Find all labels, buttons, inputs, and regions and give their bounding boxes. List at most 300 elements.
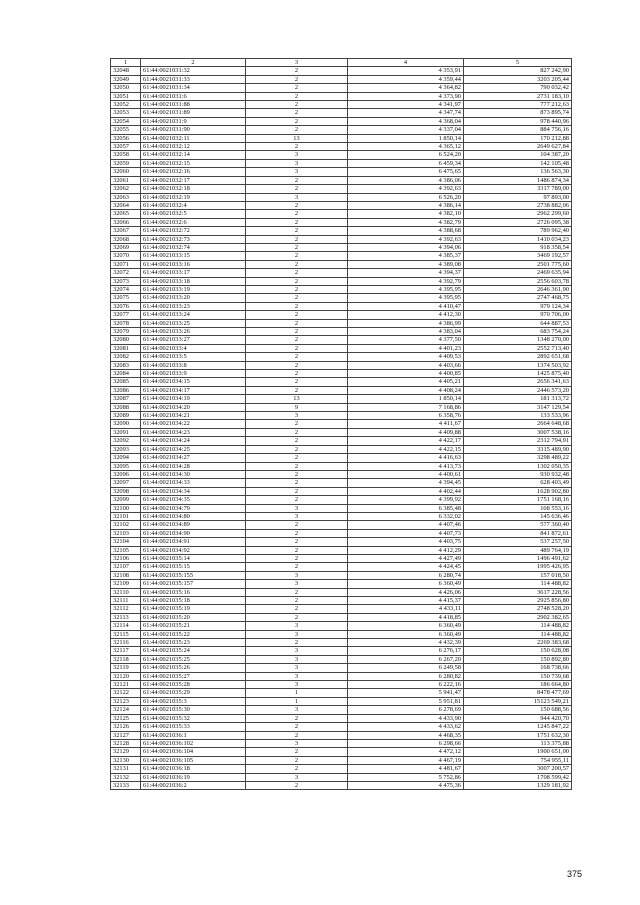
table-cell-col-3: 2 [246,185,348,193]
table-cell-col-1: 32068 [111,235,141,243]
table-row [111,714,572,722]
table-row [111,538,572,546]
table-cell-col-5: 884 756,16 [464,126,572,134]
table-cell-col-4: 4 368,04 [348,117,464,125]
table-row [111,428,572,436]
table-cell-col-4: 6 360,49 [348,580,464,588]
table-cell-col-3: 2 [246,101,348,109]
table-row [111,647,572,655]
table-cell-col-3: 2 [246,605,348,613]
table-row [111,681,572,689]
table-cell-col-5: 841 872,61 [464,529,572,537]
table-cell-col-1: 32106 [111,554,141,562]
table-cell-col-4: 5 752,86 [348,773,464,781]
header-cell-1: 1 [111,59,141,67]
table-cell-col-5: 1900 651,00 [464,748,572,756]
table-cell-col-5: 114 488,82 [464,630,572,638]
table-cell-col-4: 4 433,11 [348,605,464,613]
table-cell-col-3: 2 [246,117,348,125]
table-cell-col-1: 32072 [111,269,141,277]
table-cell-col-5: 114 488,82 [464,580,572,588]
table-cell-col-3: 2 [246,269,348,277]
table-cell-col-4: 6 526,20 [348,193,464,201]
table-cell-col-2: 61:44:0021036:102 [141,739,246,747]
table-cell-col-2: 61:44:0021034:90 [141,529,246,537]
table-cell-col-1: 32084 [111,370,141,378]
table-cell-col-5: 3469 192,57 [464,252,572,260]
table-cell-col-4: 4 426,06 [348,588,464,596]
table-cell-col-3: 2 [246,370,348,378]
table-cell-col-4: 1 850,14 [348,395,464,403]
table-cell-col-1: 32094 [111,454,141,462]
table-cell-col-1: 32096 [111,470,141,478]
table-row [111,588,572,596]
table-cell-col-3: 2 [246,344,348,352]
table-cell-col-4: 4 422,17 [348,437,464,445]
table-cell-col-2: 61:44:0021036:19 [141,773,246,781]
table-cell-col-4: 4 382,10 [348,210,464,218]
table-cell-col-2: 61:44:0021031:32 [141,67,246,75]
table-cell-col-4: 4 359,44 [348,75,464,83]
table-cell-col-4: 6 358,76 [348,412,464,420]
table-cell-col-5: 136 563,30 [464,168,572,176]
table-cell-col-2: 61:44:0021032:73 [141,235,246,243]
header-cell-2: 2 [141,59,246,67]
table-cell-col-3: 3 [246,706,348,714]
table-cell-col-1: 32131 [111,765,141,773]
table-cell-col-5: 2747 468,75 [464,294,572,302]
table-cell-col-3: 2 [246,328,348,336]
table-cell-col-2: 61:44:0021033:19 [141,285,246,293]
table-cell-col-3: 2 [246,126,348,134]
table-cell-col-1: 32077 [111,311,141,319]
table-cell-col-1: 32122 [111,689,141,697]
table-cell-col-2: 61:44:0021036:2 [141,781,246,789]
table-row [111,454,572,462]
table-cell-col-5: 777 212,63 [464,101,572,109]
table-cell-col-3: 2 [246,765,348,773]
table-cell-col-2: 61:44:0021035:33 [141,723,246,731]
page-number: 375 [566,869,582,879]
table-cell-col-3: 2 [246,554,348,562]
table-row [111,571,572,579]
table-cell-col-5: 2664 648,68 [464,420,572,428]
table-cell-col-5: 114 488,82 [464,622,572,630]
table-cell-col-5: 2469 635,94 [464,269,572,277]
table-cell-col-2: 61:44:0021034:79 [141,504,246,512]
table-cell-col-3: 2 [246,546,348,554]
table-cell-col-1: 32089 [111,412,141,420]
table-cell-col-3: 2 [246,67,348,75]
table-row [111,210,572,218]
table-body [111,67,572,790]
table-cell-col-2: 61:44:0021033:4 [141,344,246,352]
table-cell-col-3: 2 [246,454,348,462]
table-cell-col-1: 32062 [111,185,141,193]
table-cell-col-1: 32075 [111,294,141,302]
table-cell-col-3: 2 [246,260,348,268]
table-cell-col-3: 2 [246,336,348,344]
table-cell-col-3: 2 [246,420,348,428]
table-cell-col-1: 32048 [111,67,141,75]
table-cell-col-3: 13 [246,395,348,403]
table-cell-col-3: 2 [246,714,348,722]
table-cell-col-4: 4 403,66 [348,361,464,369]
table-cell-col-3: 2 [246,563,348,571]
table-cell-col-2: 61:44:0021033:9 [141,370,246,378]
table-cell-col-5: 168 738,66 [464,664,572,672]
table-cell-col-2: 61:44:0021035:26 [141,664,246,672]
table-cell-col-5: 790 032,42 [464,84,572,92]
table-cell-col-2: 61:44:0021035:19 [141,605,246,613]
table-cell-col-5: 1496 491,62 [464,554,572,562]
table-cell-col-4: 6 459,34 [348,159,464,167]
table-cell-col-5: 186 664,80 [464,681,572,689]
table-cell-col-1: 32107 [111,563,141,571]
table-cell-col-1: 32105 [111,546,141,554]
table-cell-col-3: 2 [246,353,348,361]
table-cell-col-5: 2726 095,38 [464,218,572,226]
table-cell-col-4: 4 475,36 [348,781,464,789]
table-cell-col-4: 6 278,69 [348,706,464,714]
table-cell-col-3: 3 [246,630,348,638]
table-cell-col-1: 32080 [111,336,141,344]
table-row [111,496,572,504]
table-cell-col-2: 61:44:0021033:24 [141,311,246,319]
table-cell-col-5: 2902 382,65 [464,613,572,621]
table-cell-col-1: 32124 [111,706,141,714]
table-cell-col-5: 104 387,20 [464,151,572,159]
table-cell-col-2: 61:44:0021032:19 [141,193,246,201]
table-cell-col-3: 3 [246,655,348,663]
table-row [111,739,572,747]
table-row [111,706,572,714]
table-row [111,672,572,680]
table-cell-col-5: 2556 603,78 [464,277,572,285]
table-cell-col-1: 32110 [111,588,141,596]
table-cell-col-3: 3 [246,773,348,781]
table-cell-col-1: 32063 [111,193,141,201]
table-cell-col-2: 61:44:0021031:90 [141,126,246,134]
table-cell-col-1: 32091 [111,428,141,436]
table-row [111,328,572,336]
table-cell-col-2: 61:44:0021032:74 [141,243,246,251]
table-cell-col-3: 2 [246,428,348,436]
table-row [111,311,572,319]
table-row [111,193,572,201]
table-cell-col-5: 157 018,50 [464,571,572,579]
table-cell-col-3: 2 [246,210,348,218]
table-row [111,302,572,310]
table-cell-col-3: 2 [246,235,348,243]
table-cell-col-5: 150 628,08 [464,647,572,655]
table-cell-col-3: 2 [246,756,348,764]
table-cell-col-1: 32064 [111,201,141,209]
table-cell-col-2: 61:44:0021034:89 [141,521,246,529]
table-cell-col-3: 2 [246,386,348,394]
table-cell-col-4: 4 394,37 [348,269,464,277]
table-row [111,622,572,630]
table-cell-col-2: 61:44:0021032:72 [141,227,246,235]
table-cell-col-3: 2 [246,294,348,302]
table-cell-col-1: 32092 [111,437,141,445]
table-cell-col-5: 683 754,24 [464,328,572,336]
table-cell-col-3: 1 [246,689,348,697]
table-cell-col-5: 644 887,53 [464,319,572,327]
table-cell-col-2: 61:44:0021034:22 [141,420,246,428]
table-row [111,117,572,125]
table-cell-col-3: 2 [246,613,348,621]
table-cell-col-5: 2269 383,68 [464,639,572,647]
table-cell-col-4: 7 168,86 [348,403,464,411]
table-cell-col-4: 4 468,35 [348,731,464,739]
table-cell-col-1: 32133 [111,781,141,789]
table-cell-col-5: 150 892,80 [464,655,572,663]
table-row [111,487,572,495]
table-cell-col-4: 6 332,02 [348,512,464,520]
table-cell-col-1: 32098 [111,487,141,495]
table-cell-col-3: 2 [246,277,348,285]
table-cell-col-4: 4 399,92 [348,496,464,504]
table-cell-col-3: 2 [246,109,348,117]
table-cell-col-4: 6 222,16 [348,681,464,689]
table-cell-col-5: 827 242,90 [464,67,572,75]
table-cell-col-5: 1410 034,23 [464,235,572,243]
table-cell-col-5: 873 895,74 [464,109,572,117]
table-cell-col-1: 32070 [111,252,141,260]
table-cell-col-4: 1 850,14 [348,134,464,142]
table-row [111,235,572,243]
table-row [111,134,572,142]
header-cell-5: 5 [464,59,572,67]
table-cell-col-2: 61:44:0021034:28 [141,462,246,470]
table-row [111,395,572,403]
table-cell-col-2: 61:44:0021035:3 [141,697,246,705]
table-cell-col-4: 4 386,06 [348,176,464,184]
table-cell-col-2: 61:44:0021033:27 [141,336,246,344]
table-row [111,285,572,293]
table-cell-col-1: 32086 [111,386,141,394]
table-cell-col-4: 6 475,65 [348,168,464,176]
table-cell-col-4: 6 360,49 [348,622,464,630]
table-row [111,748,572,756]
table-row [111,252,572,260]
table-row [111,92,572,100]
table-cell-col-3: 2 [246,227,348,235]
table-row [111,294,572,302]
table-cell-col-2: 61:44:0021035:29 [141,689,246,697]
table-cell-col-1: 32061 [111,176,141,184]
table-cell-col-5: 3007 200,57 [464,765,572,773]
table-cell-col-2: 61:44:0021031:34 [141,84,246,92]
table-row [111,773,572,781]
table-cell-col-5: 1751 632,30 [464,731,572,739]
table-cell-col-2: 61:44:0021033:26 [141,328,246,336]
table-cell-col-2: 61:44:0021034:15 [141,378,246,386]
table-cell-col-5: 3617 228,56 [464,588,572,596]
table-cell-col-4: 4 400,61 [348,470,464,478]
header-cell-3: 3 [246,59,348,67]
table-cell-col-5: 15123 549,21 [464,697,572,705]
table-cell-col-3: 2 [246,723,348,731]
table-cell-col-5: 8478 477,69 [464,689,572,697]
table-cell-col-5: 97 893,00 [464,193,572,201]
table-cell-col-5: 1245 847,22 [464,723,572,731]
table-cell-col-3: 2 [246,75,348,83]
table-cell-col-4: 6 360,49 [348,630,464,638]
table-cell-col-2: 61:44:0021035:24 [141,647,246,655]
table-cell-col-4: 4 337,04 [348,126,464,134]
table-cell-col-2: 61:44:0021034:80 [141,512,246,520]
table-cell-col-5: 142 105,48 [464,159,572,167]
table-cell-col-5: 789 962,40 [464,227,572,235]
table-cell-col-5: 1708 599,42 [464,773,572,781]
table-cell-col-2: 61:44:0021035:28 [141,681,246,689]
table-cell-col-4: 6 385,48 [348,504,464,512]
table-cell-col-5: 3298 489,22 [464,454,572,462]
table-cell-col-4: 4 392,79 [348,277,464,285]
table-cell-col-2: 61:44:0021035:18 [141,597,246,605]
table-cell-col-3: 3 [246,672,348,680]
table-cell-col-3: 1 [246,697,348,705]
table-header [111,59,572,67]
table-cell-col-3: 2 [246,302,348,310]
table-cell-col-4: 4 341,97 [348,101,464,109]
table-cell-col-1: 32050 [111,84,141,92]
table-cell-col-2: 61:44:0021033:5 [141,353,246,361]
table-cell-col-1: 32102 [111,521,141,529]
table-row [111,445,572,453]
table-row [111,756,572,764]
table-cell-col-1: 32119 [111,664,141,672]
table-cell-col-1: 32115 [111,630,141,638]
table-cell-col-4: 4 403,75 [348,538,464,546]
table-cell-col-1: 32116 [111,639,141,647]
table-cell-col-2: 61:44:0021035:157 [141,580,246,588]
table-row [111,84,572,92]
header-row [111,59,572,67]
table-cell-col-2: 61:44:0021035:22 [141,630,246,638]
table-row [111,159,572,167]
table-row [111,470,572,478]
table-cell-col-5: 944 420,70 [464,714,572,722]
table-cell-col-5: 2748 528,20 [464,605,572,613]
table-cell-col-2: 61:44:0021034:20 [141,403,246,411]
table-cell-col-5: 133 533,96 [464,412,572,420]
table-cell-col-1: 32076 [111,302,141,310]
table-cell-col-1: 32071 [111,260,141,268]
table-cell-col-1: 32074 [111,285,141,293]
table-cell-col-2: 61:44:0021033:16 [141,260,246,268]
table-cell-col-1: 32100 [111,504,141,512]
table-cell-col-2: 61:44:0021035:16 [141,588,246,596]
table-cell-col-3: 2 [246,437,348,445]
table-cell-col-3: 3 [246,664,348,672]
table-cell-col-1: 32052 [111,101,141,109]
table-cell-col-3: 3 [246,739,348,747]
table-cell-col-2: 61:44:0021035:21 [141,622,246,630]
table-cell-col-2: 61:44:0021035:32 [141,714,246,722]
table-cell-col-1: 32125 [111,714,141,722]
table-row [111,168,572,176]
table-cell-col-5: 150 739,68 [464,672,572,680]
table-cell-col-4: 4 386,99 [348,319,464,327]
table-cell-col-4: 4 433,62 [348,723,464,731]
table-row [111,370,572,378]
table-cell-col-5: 2501 775,60 [464,260,572,268]
table-cell-col-3: 2 [246,639,348,647]
table-cell-col-4: 6 280,82 [348,672,464,680]
table-cell-col-2: 61:44:0021033:23 [141,302,246,310]
table-cell-col-3: 2 [246,378,348,386]
table-cell-col-1: 32103 [111,529,141,537]
table-cell-col-4: 4 412,30 [348,311,464,319]
table-cell-col-1: 32087 [111,395,141,403]
table-cell-col-5: 2446 573,20 [464,386,572,394]
table-row [111,260,572,268]
table-cell-col-2: 61:44:0021036:104 [141,748,246,756]
table-cell-col-4: 4 347,74 [348,109,464,117]
table-cell-col-1: 32132 [111,773,141,781]
table-cell-col-3: 2 [246,462,348,470]
table-cell-col-2: 61:44:0021035:155 [141,571,246,579]
table-row [111,597,572,605]
table-cell-col-2: 61:44:0021032:15 [141,159,246,167]
table-cell-col-1: 32104 [111,538,141,546]
table-cell-col-3: 3 [246,151,348,159]
table-cell-col-3: 3 [246,193,348,201]
table-cell-col-4: 5 951,81 [348,697,464,705]
table-cell-col-4: 4 410,47 [348,302,464,310]
table-cell-col-4: 4 392,63 [348,185,464,193]
table-cell-col-4: 4 395,95 [348,294,464,302]
table-cell-col-4: 6 249,58 [348,664,464,672]
table-cell-col-2: 61:44:0021033:8 [141,361,246,369]
table-cell-col-5: 181 313,72 [464,395,572,403]
table-row [111,479,572,487]
table-cell-col-5: 1374 503,92 [464,361,572,369]
table-cell-col-5: 1751 168,16 [464,496,572,504]
table-cell-col-1: 32095 [111,462,141,470]
table-row [111,344,572,352]
table-cell-col-5: 754 955,11 [464,756,572,764]
table-row [111,420,572,428]
table-cell-col-1: 32082 [111,353,141,361]
table-cell-col-5: 2731 183,10 [464,92,572,100]
table-cell-col-2: 61:44:0021031:33 [141,75,246,83]
table-cell-col-2: 61:44:0021034:35 [141,496,246,504]
table-row [111,462,572,470]
table-cell-col-3: 2 [246,470,348,478]
table-cell-col-5: 970 706,00 [464,311,572,319]
table-row [111,176,572,184]
table-cell-col-2: 61:44:0021034:23 [141,428,246,436]
table-cell-col-4: 4 413,73 [348,462,464,470]
table-cell-col-3: 3 [246,412,348,420]
table-cell-col-3: 3 [246,647,348,655]
table-cell-col-2: 61:44:0021033:25 [141,319,246,327]
table-cell-col-4: 6 280,74 [348,571,464,579]
table-cell-col-2: 61:44:0021034:21 [141,412,246,420]
table-cell-col-1: 32057 [111,143,141,151]
table-cell-col-4: 4 472,12 [348,748,464,756]
table-row [111,75,572,83]
table-cell-col-3: 2 [246,521,348,529]
table-cell-col-2: 61:44:0021035:30 [141,706,246,714]
table-row [111,109,572,117]
table-cell-col-4: 4 400,85 [348,370,464,378]
table-cell-col-4: 4 388,68 [348,227,464,235]
